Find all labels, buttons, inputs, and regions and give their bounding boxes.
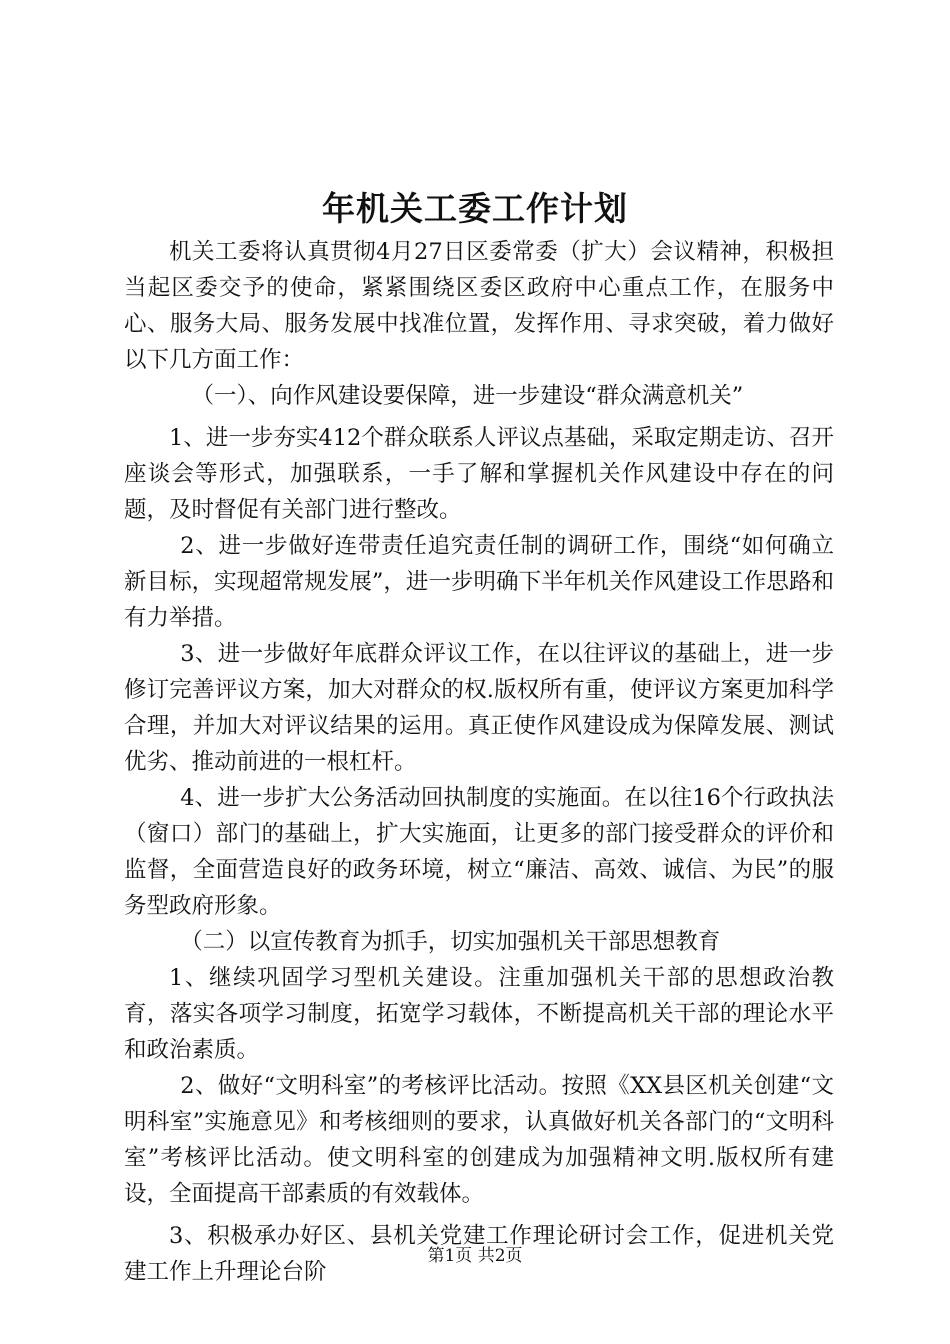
document-title: 年机关工委工作计划 xyxy=(322,189,628,228)
section-1-item-1: 1、进一步夯实412个群众联系人评议点基础，采取定期走访、召开座谈会等形式，加强联系，一手了解和掌握机关作风建设中存在的问题，及时督促有关部门进行整改。 xyxy=(124,425,834,523)
section-2-item-2: 2、做好“文明科室”的考核评比活动。按照《XX县区机关创建“文明科室”实施意见》和考核细则的要求，认真做好机关各部门的“文明科室”考核评比活动。使文明科室的创建成为加强精神文明.版权所有建设，全面提高干部素质的有效载体。 xyxy=(124,1073,834,1207)
section-1-item-4: 4、进一步扩大公务活动回执制度的实施面。在以往16个行政执法（窗口）部门的基础上，扩大实施面，让更多的部门接受群众的评价和监督，全面营造良好的政务环境，树立“廉洁、高效、诚信、为民”的服务型政府形象。 xyxy=(124,785,834,919)
page-number-footer: 第1页 共2页 xyxy=(427,1246,523,1266)
section-1-item-2: 2、进一步做好连带责任追究责任制的调研工作，围绕“如何确立新目标，实现超常规发展”，进一步明确下半年机关作风建设工作思路和有力举措。 xyxy=(124,533,834,631)
section-1-item-3: 3、进一步做好年底群众评议工作，在以往评议的基础上，进一步修订完善评议方案，加大对群众的权.版权所有重，使评议方案更加科学合理，并加大对评议结果的运用。真正使作风建设成为保障发展、测试优劣、推动前进的一根杠杆。 xyxy=(124,641,834,775)
section-heading-1: （一）、向作风建设要保障，进一步建设“群众满意机关” xyxy=(191,383,744,409)
section-heading-2: （二）以宣传教育为抓手，切实加强机关干部思想教育 xyxy=(180,929,721,955)
document-body xyxy=(124,234,834,1290)
intro-paragraph: 机关工委将认真贯彻4月27日区委常委（扩大）会议精神，积极担当起区委交予的使命，紧紧围绕区委区政府中心重点工作，在服务中心、服务大局、服务发展中找准位置，发挥作用、寻求突破，着力做好以下几方面工作： xyxy=(124,239,834,373)
section-2-item-3: 3、积极承办好区、县机关党建工作理论研讨会工作，促进机关党建工作上升理论台阶 xyxy=(124,1223,834,1285)
section-2-item-1: 1、继续巩固学习型机关建设。注重加强机关干部的思想政治教育，落实各项学习制度，拓宽学习载体，不断提高机关干部的理论水平和政治素质。 xyxy=(124,965,834,1063)
